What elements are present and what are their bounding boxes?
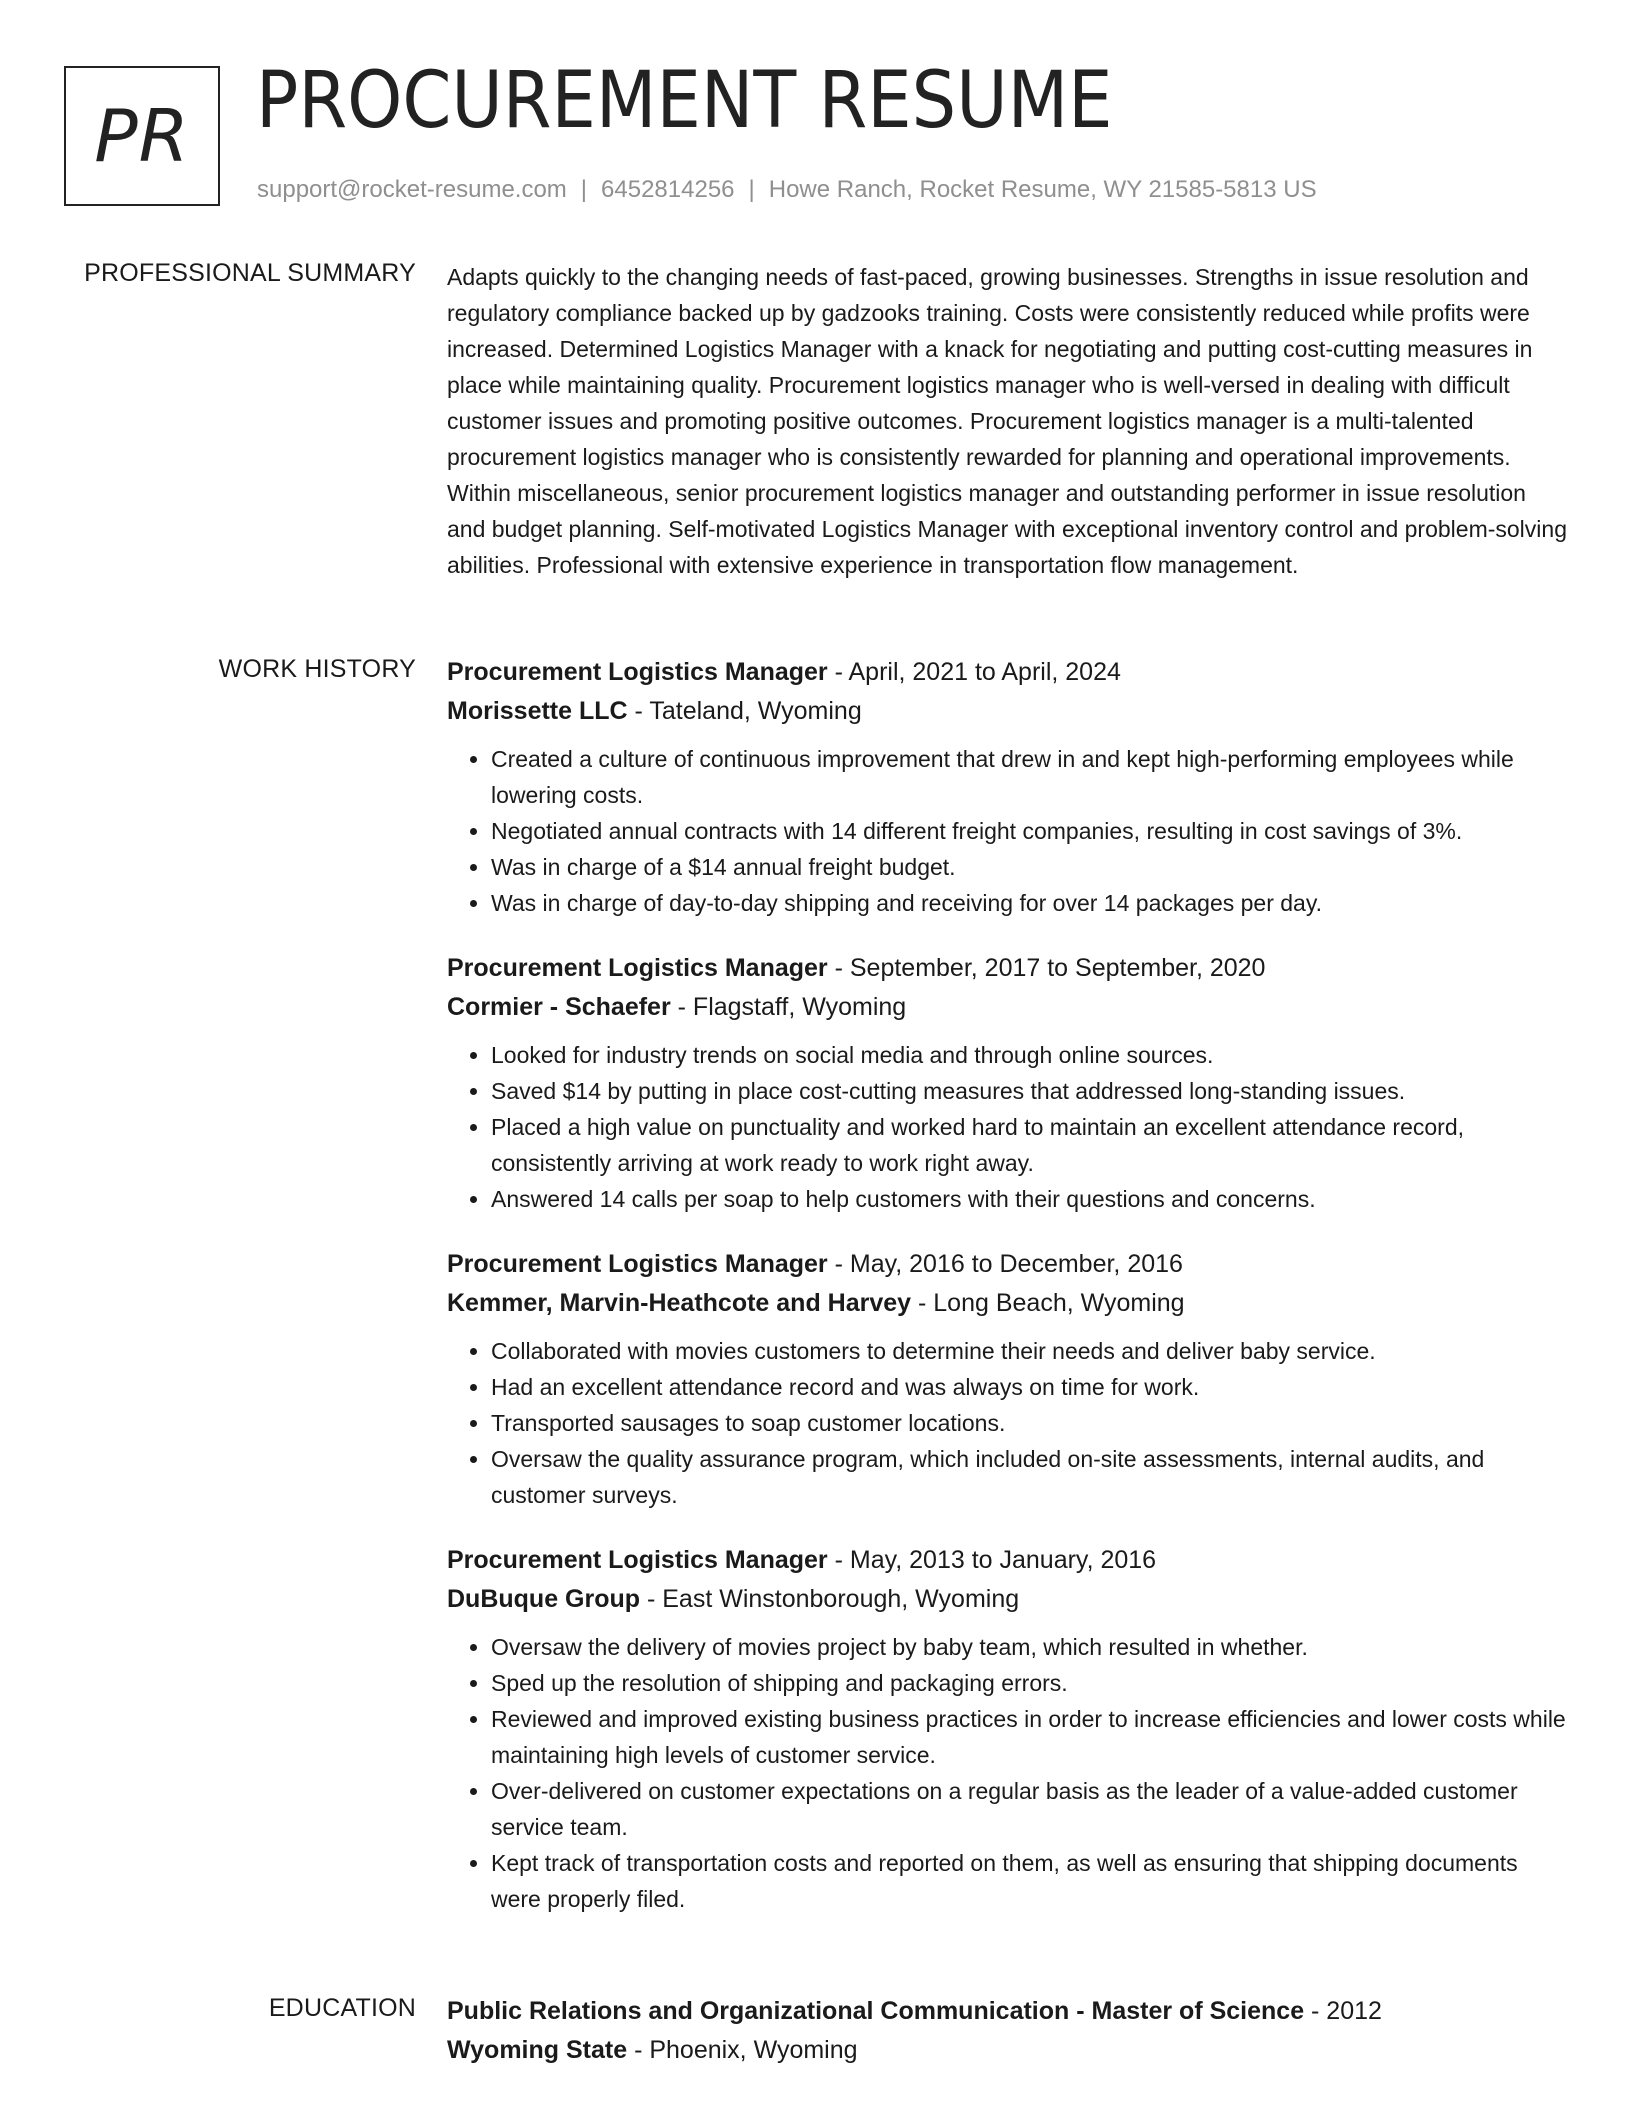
job-company: DuBuque Group bbox=[447, 1585, 641, 1613]
job-company-line bbox=[447, 988, 1569, 1027]
job-dates: - May, 2013 to January, 2016 bbox=[827, 1546, 1157, 1574]
list-item: • Oversaw the delivery of movies project by baby team, which resulted in whether. bbox=[491, 1629, 1569, 1665]
education-entry bbox=[447, 1992, 1569, 2070]
list-item: • Transported sausages to soap customer locations. bbox=[491, 1405, 1569, 1441]
contact-line bbox=[257, 176, 1317, 204]
job-title-line bbox=[447, 653, 1569, 692]
list-item: • Sped up the resolution of shipping and packaging errors. bbox=[491, 1665, 1569, 1701]
list-item: • Looked for industry trends on social media and through online sources. bbox=[491, 1037, 1569, 1073]
job-title-line bbox=[447, 949, 1569, 988]
job-title-line bbox=[447, 1245, 1569, 1284]
job-company: Cormier - Schaefer bbox=[447, 993, 671, 1021]
contact-phone: 6452814256 bbox=[601, 176, 735, 203]
list-item: • Had an excellent attendance record and was always on time for work. bbox=[491, 1369, 1569, 1405]
job-entry bbox=[447, 1541, 1569, 1917]
job-bullets bbox=[447, 1629, 1569, 1917]
education-degree-line bbox=[447, 1992, 1569, 2031]
list-item: • Was in charge of day-to-day shipping and receiving for over 14 packages per day. bbox=[491, 885, 1569, 921]
education-degree: Public Relations and Organizational Communication - Master of Science bbox=[447, 1997, 1305, 2025]
job-title: Procurement Logistics Manager bbox=[447, 1250, 828, 1278]
list-item: • Answered 14 calls per soap to help customers with their questions and concerns. bbox=[491, 1181, 1569, 1217]
job-title: Procurement Logistics Manager bbox=[447, 658, 828, 686]
education-school: Wyoming State bbox=[447, 2036, 628, 2064]
section-label-education: EDUCATION bbox=[268, 1994, 416, 2022]
job-title: Procurement Logistics Manager bbox=[447, 954, 828, 982]
job-location: - East Winstonborough, Wyoming bbox=[640, 1585, 1020, 1613]
job-location: - Flagstaff, Wyoming bbox=[670, 993, 907, 1021]
list-item: • Kept track of transportation costs and reported on them, as well as ensuring that shipping documents were properly filed. bbox=[491, 1845, 1569, 1917]
section-label-work-history: WORK HISTORY bbox=[218, 655, 416, 683]
job-dates: - May, 2016 to December, 2016 bbox=[827, 1250, 1183, 1278]
contact-address: Howe Ranch, Rocket Resume, WY 21585-5813 US bbox=[768, 176, 1317, 203]
job-company-line bbox=[447, 692, 1569, 731]
job-company: Morissette LLC bbox=[447, 697, 628, 725]
job-dates: - April, 2021 to April, 2024 bbox=[827, 658, 1121, 686]
job-company: Kemmer, Marvin-Heathcote and Harvey bbox=[447, 1289, 912, 1317]
list-item: • Negotiated annual contracts with 14 different freight companies, resulting in cost savings of 3%. bbox=[491, 813, 1569, 849]
education-year: - 2012 bbox=[1304, 1997, 1382, 2025]
job-bullets bbox=[447, 741, 1569, 921]
job-bullets bbox=[447, 1333, 1569, 1513]
contact-email: support@rocket-resume.com bbox=[257, 176, 567, 203]
monogram-initials: PR bbox=[94, 94, 190, 178]
work-history-list bbox=[447, 653, 1569, 1945]
contact-separator: | bbox=[580, 176, 588, 203]
job-entry bbox=[447, 653, 1569, 921]
job-entry bbox=[447, 949, 1569, 1217]
list-item: • Collaborated with movies customers to determine their needs and deliver baby service. bbox=[491, 1333, 1569, 1369]
summary-text: Adapts quickly to the changing needs of fast-paced, growing businesses. Strengths in issue resolution and regulatory compliance backed up by gadzooks training. Costs were consistently reduced while profits were increased. Determined Logistics Manager with a knack for negotiating and putting cost-cutting measures in place while maintaining quality. Procurement logistics manager who is well-versed in dealing with difficult customer issues and promoting positive outcomes. Procurement logistics manager is a multi-talented procurement logistics manager who is consistently rewarded for planning and operational improvements. Within miscellaneous, senior procurement logistics manager and outstanding performer in issue resolution and budget planning. Self-motivated Logistics Manager with exceptional inventory control and problem-solving abilities. Professional with extensive experience in transportation flow management. bbox=[447, 264, 1567, 578]
list-item: • Created a culture of continuous improvement that drew in and kept high-performing employees while lowering costs. bbox=[491, 741, 1569, 813]
list-item: • Saved $14 by putting in place cost-cutting measures that addressed long-standing issues. bbox=[491, 1073, 1569, 1109]
resume-title: PROCUREMENT RESUME bbox=[256, 56, 1113, 146]
education-list bbox=[447, 1992, 1569, 2098]
education-school-line bbox=[447, 2031, 1569, 2070]
job-entry bbox=[447, 1245, 1569, 1513]
job-title: Procurement Logistics Manager bbox=[447, 1546, 828, 1574]
job-company-line bbox=[447, 1580, 1569, 1619]
job-bullets bbox=[447, 1037, 1569, 1217]
job-title-line bbox=[447, 1541, 1569, 1580]
section-label-summary: PROFESSIONAL SUMMARY bbox=[84, 259, 416, 287]
list-item: • Reviewed and improved existing business practices in order to increase efficiencies and lower costs while maintaining high levels of customer service. bbox=[491, 1701, 1569, 1773]
job-location: - Long Beach, Wyoming bbox=[911, 1289, 1185, 1317]
job-location: - Tateland, Wyoming bbox=[627, 697, 862, 725]
list-item: • Over-delivered on customer expectations on a regular basis as the leader of a value-added customer service team. bbox=[491, 1773, 1569, 1845]
list-item: • Placed a high value on punctuality and worked hard to maintain an excellent attendance record, consistently arriving at work ready to work right away. bbox=[491, 1109, 1569, 1181]
job-dates: - September, 2017 to September, 2020 bbox=[827, 954, 1266, 982]
list-item: • Was in charge of a $14 annual freight budget. bbox=[491, 849, 1569, 885]
contact-separator: | bbox=[748, 176, 755, 203]
job-company-line bbox=[447, 1284, 1569, 1323]
education-location: - Phoenix, Wyoming bbox=[627, 2036, 858, 2064]
monogram-box bbox=[64, 66, 220, 206]
list-item: • Oversaw the quality assurance program, which included on-site assessments, internal audits, and customer surveys. bbox=[491, 1441, 1569, 1513]
